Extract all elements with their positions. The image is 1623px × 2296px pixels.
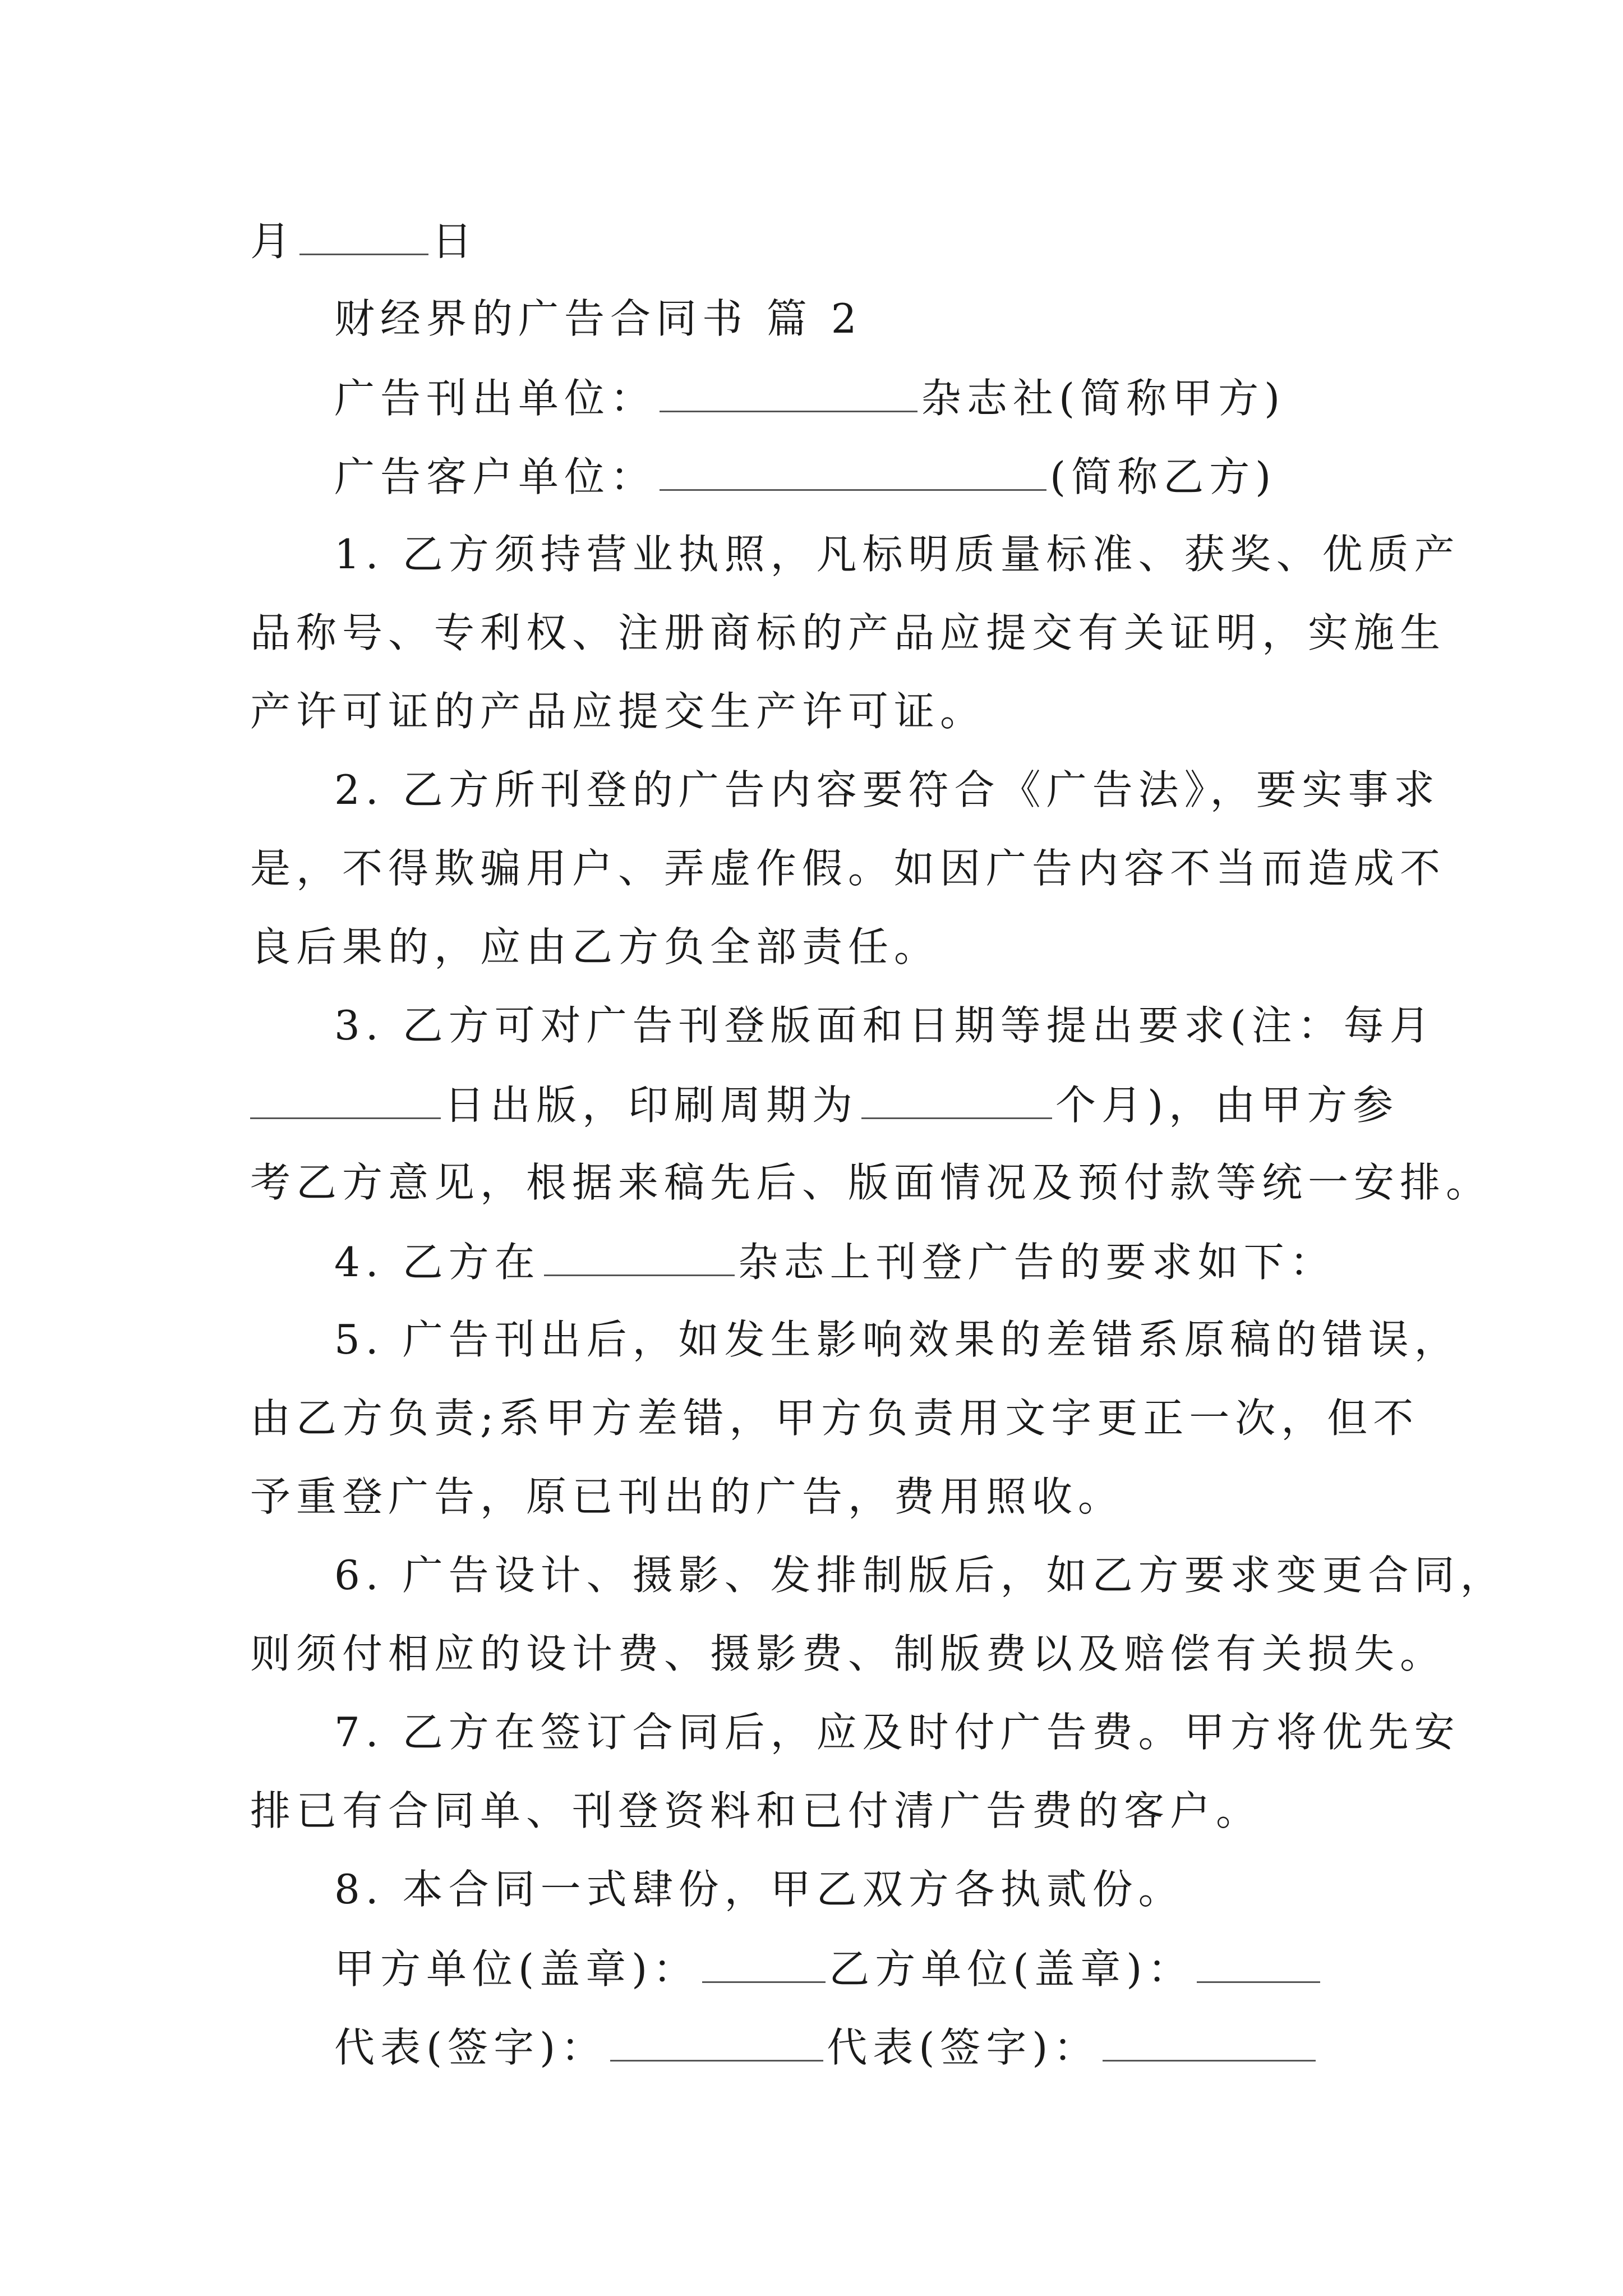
clause-1-line-1: 1. 乙方须持营业执照，凡标明质量标准、获奖、优质产 — [334, 531, 1460, 578]
clause-4-line — [334, 1239, 1484, 1286]
party-a-seal-label: 甲方单位(盖章)： — [334, 1945, 699, 1993]
clause-5-line-1: 5. 广告刊出后，如发生影响效果的差错系原稿的错误， — [334, 1316, 1460, 1363]
rep-b-label: 代表(签字)： — [827, 2024, 1100, 2071]
print-cycle-blank — [861, 1084, 1052, 1119]
client-line — [334, 453, 1484, 500]
rep-b-blank — [1103, 2026, 1316, 2062]
signature-line — [334, 2024, 1484, 2071]
party-b-seal-label: 乙方单位(盖章)： — [829, 1945, 1194, 1993]
publish-day-blank — [250, 1084, 441, 1119]
clause-6-line-2: 则须付相应的设计费、摄影费、制版费以及赔偿有关损失。 — [250, 1630, 1446, 1677]
clause-3-line-1: 3. 乙方可对广告刊登版面和日期等提出要求(注：每月 — [334, 1002, 1436, 1049]
clause-5-line-2: 由乙方负责;系甲方差错，甲方负责用文字更正一次，但不 — [250, 1395, 1419, 1442]
clause-2-line-2: 是，不得欺骗用户、弄虚作假。如因广告内容不当而造成不 — [250, 845, 1446, 892]
clause-3-text-a: 日出版，印刷周期为 — [444, 1082, 859, 1129]
clause-3-line-2 — [250, 1082, 1400, 1129]
clause-1-line-2: 品称号、专利权、注册商标的产品应提交有关证明，实施生 — [250, 609, 1446, 656]
clause-5-line-3: 予重登广告，原已刊出的广告，费用照收。 — [250, 1473, 1124, 1520]
clause-7-line-2: 排已有合同单、刊登资料和已付清广告费的客户。 — [250, 1787, 1262, 1834]
day-label: 日 — [432, 218, 478, 265]
seal-line — [334, 1945, 1484, 1993]
section-title: 财经界的广告合同书 篇 2 — [334, 295, 863, 342]
publisher-suffix: 杂志社(简称甲方) — [921, 375, 1286, 422]
publisher-blank — [660, 377, 917, 412]
date-line — [250, 218, 1400, 265]
day-blank — [299, 220, 428, 255]
clause-4-suffix: 杂志上刊登广告的要求如下： — [737, 1239, 1336, 1286]
party-b-seal-blank — [1197, 1948, 1320, 1983]
rep-a-blank — [610, 2026, 823, 2062]
client-blank — [660, 455, 1046, 491]
month-label: 月 — [250, 218, 297, 265]
party-a-seal-blank — [702, 1948, 826, 1983]
clause-3-line-3: 考乙方意见，根据来稿先后、版面情况及预付款等统一安排。 — [250, 1159, 1492, 1206]
clause-2-line-3: 良后果的，应由乙方负全部责任。 — [250, 923, 940, 970]
rep-a-label: 代表(签字)： — [334, 2024, 607, 2071]
publisher-label: 广告刊出单位： — [334, 375, 657, 422]
clause-1-line-3: 产许可证的产品应提交生产许可证。 — [250, 688, 986, 735]
magazine-blank — [544, 1241, 735, 1276]
clause-3-text-b: 个月)，由甲方参 — [1055, 1082, 1399, 1129]
clause-6-line-1: 6. 广告设计、摄影、发排制版后，如乙方要求变更合同， — [334, 1552, 1506, 1599]
clause-7-line-1: 7. 乙方在签订合同后，应及时付广告费。甲方将优先安 — [334, 1709, 1460, 1756]
publisher-line — [334, 375, 1484, 422]
client-suffix: (简称乙方) — [1050, 453, 1277, 500]
clause-8-line-1: 8. 本合同一式肆份，甲乙双方各执贰份。 — [334, 1866, 1184, 1913]
client-label: 广告客户单位： — [334, 453, 657, 500]
clause-2-line-1: 2. 乙方所刊登的广告内容要符合《广告法》，要实事求 — [334, 766, 1440, 813]
clause-4-prefix: 4. 乙方在 — [334, 1239, 541, 1286]
